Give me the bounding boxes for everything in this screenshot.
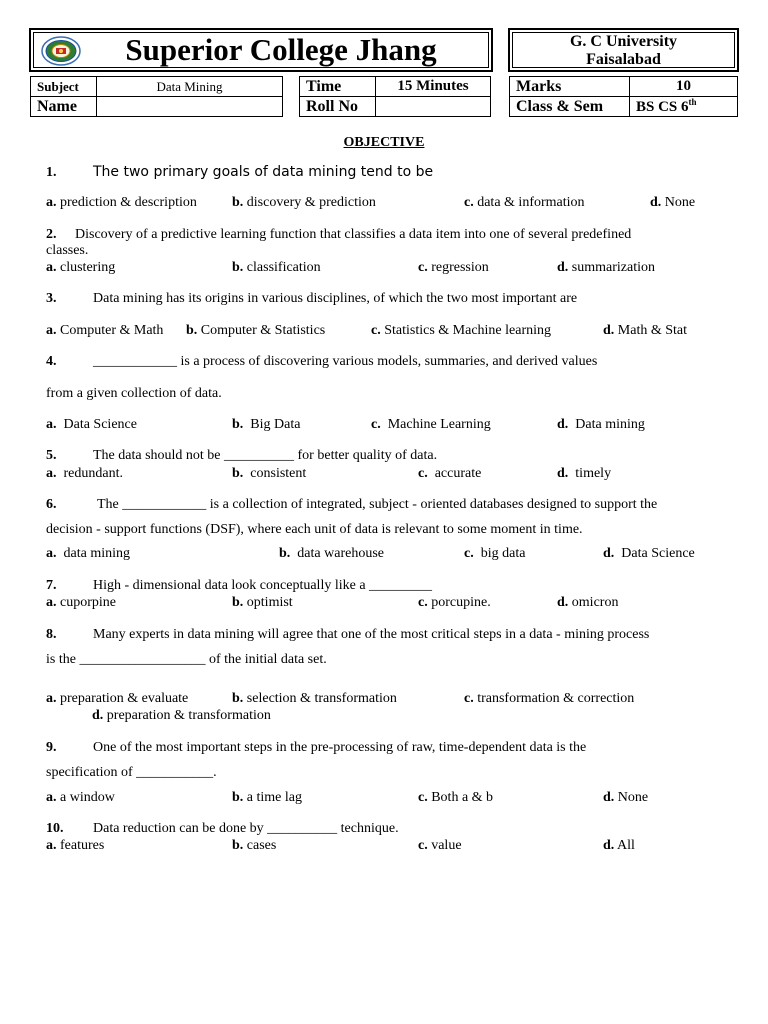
question-text-continued: classes. [46,243,89,258]
answer-option-b[interactable] [279,545,384,562]
answer-option-c[interactable] [418,594,491,611]
question-text: Discovery of a predictive learning function that classifies a data item into one of several predefined [75,227,632,242]
option-text: preparation & evaluate [60,691,189,706]
question-text-continued: is the __________________ of the initial data set. [46,652,327,667]
exam-info-table [299,76,491,117]
question-number: 6. [46,497,57,512]
option-letter: b. [232,417,244,432]
answer-option-c[interactable] [371,322,551,339]
answer-option-a[interactable] [46,465,123,482]
section-title: OBJECTIVE [343,135,425,150]
question-text: The ____________ is a collection of integrated, subject - oriented databases designed to support the [97,497,658,512]
option-text: Data Science [621,546,695,561]
question-number: 10. [46,821,64,836]
option-letter: c. [418,466,428,481]
roll-no-field[interactable] [376,97,491,117]
option-text: a window [60,790,115,805]
option-text: data mining [63,546,130,561]
option-text: a time lag [246,790,302,805]
option-letter: c. [464,546,474,561]
answer-option-d[interactable] [92,707,271,724]
option-text: preparation & transformation [106,708,271,723]
class-sem-label: Class & Sem [510,97,630,117]
option-text: Big Data [250,417,301,432]
option-letter: d. [92,708,104,723]
time-value: 15 Minutes [376,77,491,97]
option-letter: d. [603,323,615,338]
option-text: Computer & Statistics [200,323,326,338]
answer-option-b[interactable] [232,259,321,276]
option-text: summarization [571,260,655,275]
question-number: 7. [46,578,57,593]
option-letter: b. [232,466,244,481]
class-sem-value: BS CS 6th [630,97,738,117]
answer-option-c[interactable] [418,259,489,276]
option-letter: c. [371,417,381,432]
option-text: prediction & description [60,195,197,210]
option-letter: a. [46,790,57,805]
university-name: G. C University [569,33,678,50]
answer-option-b[interactable] [232,194,376,211]
answer-option-d[interactable] [557,259,655,276]
marks-info-table [509,76,738,117]
option-text: accurate [434,466,482,481]
question-text: Data mining has its origins in various disciplines, of which the two most important are [93,291,578,306]
question-text: One of the most important steps in the pre-processing of raw, time-dependent data is the [93,740,587,755]
option-letter: c. [418,838,428,853]
answer-option-d[interactable] [650,194,695,211]
option-letter: c. [418,260,428,275]
option-letter: a. [46,546,57,561]
option-text: Both a & b [431,790,494,805]
answer-option-c[interactable] [418,789,493,806]
option-text: optimist [246,595,293,610]
answer-option-c[interactable] [418,837,462,854]
option-text: selection & transformation [246,691,397,706]
option-letter: b. [232,595,244,610]
answer-option-d[interactable] [557,594,618,611]
option-text: None [664,195,696,210]
answer-option-b[interactable] [232,416,300,433]
option-letter: b. [232,838,244,853]
option-letter: d. [650,195,662,210]
option-text: Statistics & Machine learning [384,323,552,338]
answer-option-b[interactable] [232,594,293,611]
option-text: redundant. [63,466,123,481]
option-letter: b. [232,195,244,210]
answer-option-a[interactable] [46,322,163,339]
option-letter: c. [418,790,428,805]
answer-option-a[interactable] [46,690,188,707]
option-text: All [617,838,635,853]
option-letter: b. [232,691,244,706]
student-info-table [30,76,283,117]
answer-option-d[interactable] [603,789,648,806]
option-letter: c. [371,323,381,338]
question-text: Many experts in data mining will agree that one of the most critical steps in a data - mining process [93,627,650,642]
answer-option-b[interactable] [186,322,325,339]
option-text: features [60,838,105,853]
question-number: 5. [46,448,57,463]
answer-option-a[interactable] [46,594,116,611]
option-letter: a. [46,595,57,610]
option-text: cuporpine [60,595,116,610]
option-letter: c. [418,595,428,610]
question-number: 4. [46,354,57,369]
answer-option-d[interactable] [557,465,611,482]
question-text: The two primary goals of data mining tend to be [93,164,434,180]
option-letter: b. [186,323,198,338]
option-letter: b. [232,260,244,275]
option-text: porcupine. [431,595,491,610]
option-letter: c. [464,195,474,210]
question-text: The data should not be __________ for better quality of data. [93,448,438,463]
option-text: clustering [60,260,116,275]
answer-option-d[interactable] [557,416,645,433]
marks-label: Marks [510,77,630,97]
answer-option-c[interactable] [464,545,525,562]
option-text: None [617,790,649,805]
option-text: classification [246,260,321,275]
answer-option-d[interactable] [603,322,687,339]
question-text-continued: from a given collection of data. [46,386,222,401]
answer-option-b[interactable] [232,837,276,854]
name-label: Name [31,97,97,117]
option-text: Data mining [575,417,645,432]
option-text: Computer & Math [60,323,164,338]
college-header-box [29,28,493,72]
option-text: Machine Learning [387,417,491,432]
option-letter: a. [46,838,57,853]
answer-option-c[interactable] [464,690,634,707]
time-label: Time [300,77,376,97]
answer-option-b[interactable] [232,690,397,707]
option-text: discovery & prediction [246,195,376,210]
college-logo-icon [41,36,81,66]
answer-option-c[interactable] [418,465,481,482]
answer-option-a[interactable] [46,194,197,211]
question-text-continued: decision - support functions (DSF), where each unit of data is relevant to some moment in time. [46,522,583,537]
question-number: 9. [46,740,57,755]
option-text: Data Science [63,417,137,432]
college-name: Superior College Jhang [125,32,437,67]
option-letter: b. [279,546,291,561]
option-text: transformation & correction [477,691,635,706]
answer-option-c[interactable] [371,416,491,433]
marks-value: 10 [630,77,738,97]
option-text: timely [575,466,612,481]
option-letter: a. [46,323,57,338]
option-letter: a. [46,260,57,275]
subject-label: Subject [31,77,97,97]
option-letter: b. [232,790,244,805]
answer-option-d[interactable] [603,545,695,562]
option-letter: a. [46,195,57,210]
option-letter: d. [557,417,569,432]
option-letter: d. [603,838,615,853]
option-letter: c. [464,691,474,706]
name-field[interactable] [97,97,283,117]
option-text: cases [246,838,277,853]
option-text: data warehouse [297,546,384,561]
option-letter: a. [46,417,57,432]
option-letter: d. [603,790,615,805]
roll-no-label: Roll No [300,97,376,117]
option-text: Math & Stat [617,323,688,338]
question-number: 2. [46,227,57,242]
option-letter: a. [46,466,57,481]
option-text: omicron [571,595,619,610]
option-letter: d. [557,260,569,275]
answer-option-a[interactable] [46,837,104,854]
university-header-box [508,28,739,72]
option-text: data & information [477,195,585,210]
option-text: big data [480,546,526,561]
subject-value: Data Mining [97,77,283,97]
option-letter: d. [557,466,569,481]
answer-option-c[interactable] [464,194,585,211]
answer-option-a[interactable] [46,259,115,276]
option-text: consistent [250,466,307,481]
option-letter: d. [603,546,615,561]
answer-option-b[interactable] [232,465,306,482]
university-city: Faisalabad [586,51,661,68]
question-text-continued: specification of ___________. [46,765,217,780]
question-number: 3. [46,291,57,306]
answer-option-a[interactable] [46,545,130,562]
answer-option-d[interactable] [603,837,635,854]
answer-option-a[interactable] [46,789,115,806]
question-text: ____________ is a process of discovering various models, summaries, and derived values [93,354,598,369]
question-text: High - dimensional data look conceptually like a _________ [93,578,433,593]
option-text: value [431,838,462,853]
option-letter: a. [46,691,57,706]
option-letter: d. [557,595,569,610]
question-number: 1. [46,165,57,180]
question-number: 8. [46,627,57,642]
question-text: Data reduction can be done by __________ technique. [93,821,399,836]
option-text: regression [431,260,489,275]
answer-option-a[interactable] [46,416,137,433]
answer-option-b[interactable] [232,789,302,806]
